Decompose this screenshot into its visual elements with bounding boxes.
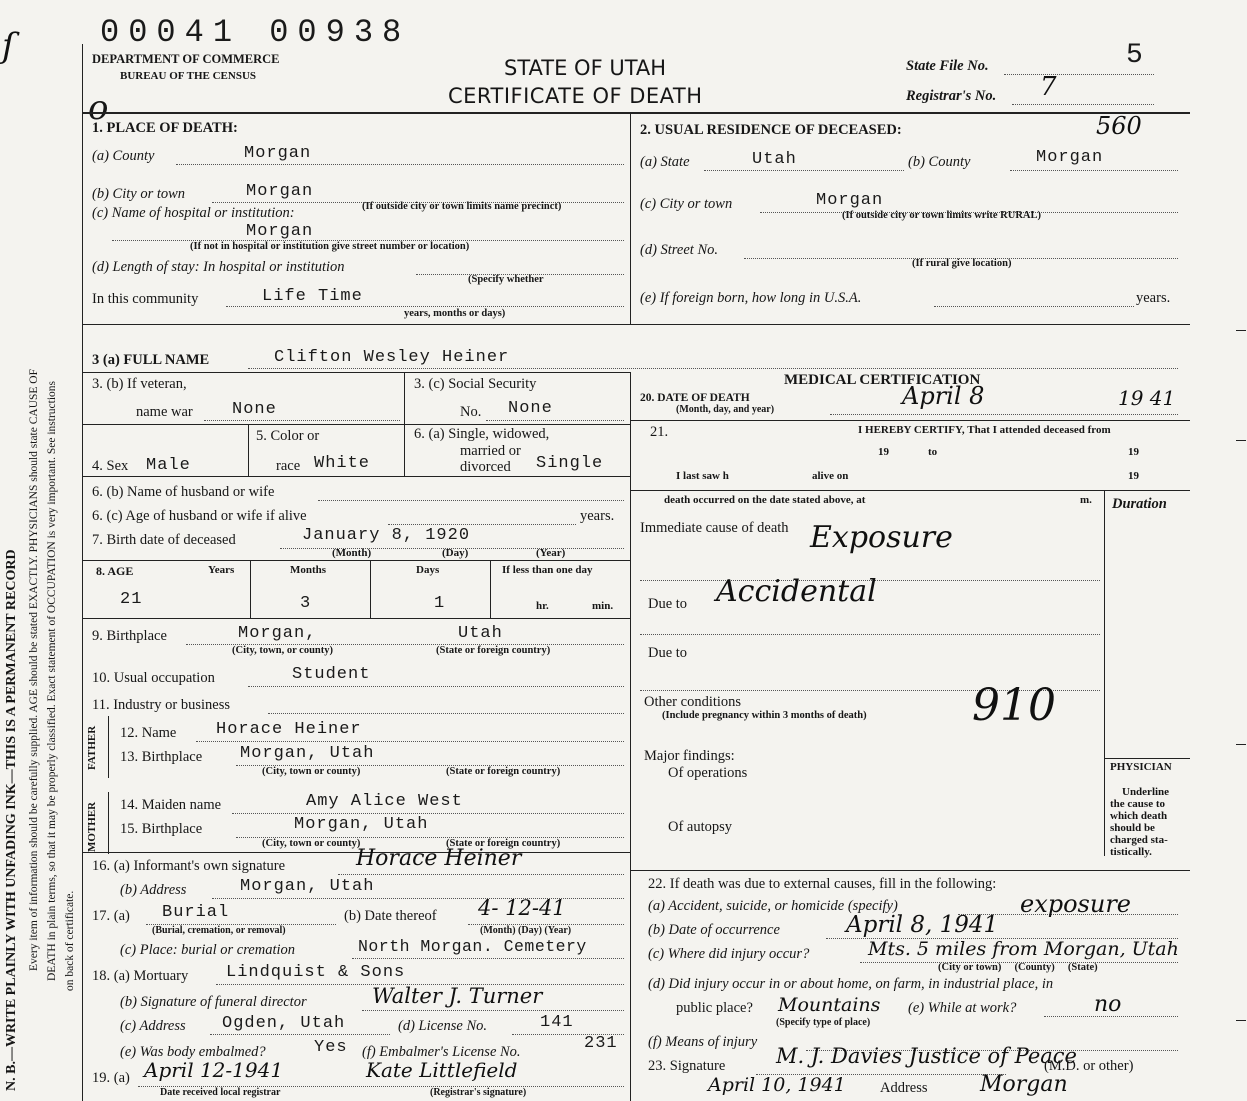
embalmer-label: (f) Embalmer's License No.	[362, 1044, 521, 1060]
registrar-date: April 12-1941	[144, 1058, 284, 1082]
burial-value: Burial	[162, 903, 230, 922]
death-hospital: Morgan	[246, 222, 314, 241]
hospital-label: (c) Name of hospital or institution:	[92, 205, 295, 221]
res-county: Morgan	[1036, 148, 1104, 167]
due-to-label: Due to	[648, 596, 688, 612]
director-signature: Walter J. Turner	[372, 984, 543, 1008]
external-label: 22. If death was due to external causes, fill in the following:	[648, 876, 997, 892]
license-no: 141	[540, 1013, 574, 1032]
war-label: name war	[136, 404, 193, 420]
informant-sig-label: 16. (a) Informant's own signature	[92, 858, 286, 874]
mother-name-label: 14. Maiden name	[120, 797, 222, 813]
community-label: In this community	[92, 291, 199, 307]
certifier-address: Morgan	[980, 1072, 1068, 1097]
age-years: 21	[120, 590, 143, 609]
means-label: (f) Means of injury	[648, 1034, 758, 1050]
residence-code: 560	[1096, 112, 1142, 140]
less-than-day-label: If less than one day	[502, 564, 593, 576]
registrar-item-label: 19. (a)	[92, 1070, 130, 1086]
marital-label-3: divorced	[460, 459, 511, 475]
medical-heading: MEDICAL CERTIFICATION	[784, 372, 981, 388]
physician-label: PHYSICIAN	[1110, 761, 1172, 773]
specify-place-note: (Specify type of place)	[776, 1017, 871, 1028]
war-value: None	[232, 400, 277, 419]
director-label: (b) Signature of funeral director	[120, 994, 307, 1010]
underline-note-3: which death	[1110, 810, 1168, 822]
autopsy-label: Of autopsy	[668, 819, 733, 835]
where-label: (c) Where did injury occur?	[648, 946, 810, 962]
years-note: years, months or days)	[404, 308, 506, 319]
stay-label: (d) Length of stay: In hospital or institution	[92, 259, 345, 275]
mortuary-label: 18. (a) Mortuary	[92, 968, 189, 984]
county-label: (a) County	[92, 148, 155, 164]
title-state: STATE OF UTAH	[504, 56, 667, 80]
cause-code: 910	[972, 680, 1056, 731]
father-bp-label: 13. Birthplace	[120, 749, 203, 765]
mother-state-note: (State or foreign country)	[446, 838, 561, 849]
father-state-note: (State or foreign country)	[446, 766, 561, 777]
day-note: (Day)	[442, 547, 469, 559]
informant-address: Morgan, Utah	[240, 877, 375, 896]
occupation: Student	[292, 665, 371, 684]
underline-note-2: the cause to	[1110, 798, 1165, 810]
year-note: (Year)	[536, 547, 566, 559]
embalmed-label: (e) Was body embalmed?	[120, 1044, 266, 1060]
color-label: 5. Color or	[256, 428, 320, 444]
state-file-label: State File No.	[906, 58, 989, 74]
res-street-label: (d) Street No.	[640, 242, 718, 258]
full-name: Clifton Wesley Heiner	[274, 348, 510, 367]
res-street-note: (If rural give location)	[912, 258, 1012, 269]
license-label: (d) License No.	[398, 1018, 487, 1034]
mother-name: Amy Alice West	[306, 792, 463, 811]
mother-bp-label: 15. Birthplace	[120, 821, 203, 837]
department: DEPARTMENT OF COMMERCE	[92, 52, 280, 66]
year-19-c: 19	[1128, 470, 1139, 482]
burial-date-label: (b) Date thereof	[344, 908, 437, 924]
certifier-signature: M. J. Davies Justice of Peace	[776, 1044, 1077, 1068]
corner-mark: ſ	[2, 26, 15, 66]
side-line-1: N. B.—WRITE PLAINLY WITH UNFADING INK—THIS IS A PERMANENT RECORD	[4, 549, 19, 1091]
alive-on-label: alive on	[812, 470, 849, 482]
industry-label: 11. Industry or business	[92, 697, 231, 713]
due-to-2-label: Due to	[648, 645, 688, 661]
operations-label: Of operations	[668, 765, 748, 781]
birth-label: 7. Birth date of deceased	[92, 532, 236, 548]
res-city: Morgan	[816, 191, 884, 210]
hospital-note: (If outside city or town limits name precinct)	[362, 201, 562, 212]
race-label: race	[276, 458, 301, 474]
ss-label: 3. (c) Social Security	[414, 376, 537, 392]
burial-note: (Burial, cremation, or removal)	[152, 925, 286, 936]
underline-note-5: charged sta-	[1110, 834, 1168, 846]
sex-label: 4. Sex	[92, 458, 129, 474]
mortuary-address-label: (c) Address	[120, 1018, 186, 1034]
father-side-label: FATHER	[86, 725, 98, 770]
father-city-note: (City, town or county)	[262, 766, 361, 777]
age-days-label: Days	[416, 564, 440, 576]
place-label: (c) Place: burial or cremation	[120, 942, 296, 958]
age-months-label: Months	[290, 564, 327, 576]
occurred-label: death occurred on the date stated above, at	[664, 494, 866, 506]
informant-address-label: (b) Address	[120, 882, 187, 898]
embalmed-value: Yes	[314, 1038, 348, 1057]
sex-value: Male	[146, 456, 191, 475]
year-19-b: 19	[1128, 446, 1139, 458]
mother-side-label: MOTHER	[86, 801, 98, 852]
res-county-label: (b) County	[908, 154, 971, 170]
age-years-label: Years	[208, 564, 235, 576]
occurrence-date: April 8, 1941	[846, 912, 999, 938]
death-city: Morgan	[246, 182, 314, 201]
age-label: 8. AGE	[96, 564, 134, 578]
father-birthplace: Morgan, Utah	[240, 744, 375, 763]
hospital-note-2: (If not in hospital or institution give street number or location)	[190, 241, 470, 252]
due-to: Accidental	[716, 574, 877, 609]
title-certificate: CERTIFICATE OF DEATH	[448, 84, 703, 108]
side-instructions	[0, 0, 90, 1101]
death-date-label: 20. DATE OF DEATH	[640, 392, 750, 404]
foreign-label: (e) If foreign born, how long in U.S.A.	[640, 290, 862, 306]
birthplace-city-note: (City, town, or county)	[232, 645, 334, 656]
father-name: Horace Heiner	[216, 720, 362, 739]
underline-note-6: tistically.	[1110, 846, 1152, 858]
embalmer-no: 231	[584, 1034, 618, 1053]
city-label: (b) City or town	[92, 186, 186, 202]
public-label: public place?	[676, 1000, 753, 1016]
specify-note: (Specify whether	[468, 274, 544, 285]
while-at-work: no	[1094, 992, 1122, 1017]
death-year: 19 41	[1118, 386, 1176, 410]
veteran-label: 3. (b) If veteran,	[92, 376, 187, 392]
ss-no: None	[508, 399, 553, 418]
underline-note-1: Underline	[1122, 786, 1170, 798]
month-note: (Month)	[332, 547, 372, 559]
race-value: White	[314, 454, 371, 473]
burial-place: North Morgan. Cemetery	[358, 937, 587, 956]
work-label: (e) While at work?	[908, 1000, 1017, 1016]
home-label: (d) Did injury occur in or about home, on farm, in industrial place, in	[648, 976, 1054, 992]
death-date-note: (Month, day, and year)	[676, 404, 775, 415]
year-19-a: 19	[878, 446, 889, 458]
occurrence-label: (b) Date of occurrence	[648, 922, 780, 938]
ss-no-label: No.	[460, 404, 482, 420]
residence-heading: 2. USUAL RESIDENCE OF DECEASED:	[640, 122, 902, 138]
marital-label-1: 6. (a) Single, widowed,	[414, 426, 550, 442]
birthplace-city: Morgan,	[238, 624, 317, 643]
registrar-no: 7	[1040, 72, 1057, 102]
mortuary: Lindquist & Sons	[226, 963, 406, 982]
spouse-label: 6. (b) Name of husband or wife	[92, 484, 275, 500]
res-state: Utah	[752, 150, 797, 169]
where-note: (City or town) (County) (State)	[938, 962, 1098, 973]
birthplace-state-note: (State or foreign country)	[436, 645, 551, 656]
burial-date-note: (Month) (Day) (Year)	[480, 925, 572, 936]
place-of-death-heading: 1. PLACE OF DEATH:	[92, 120, 238, 136]
other-conditions-note: (Include pregnancy within 3 months of death)	[662, 710, 867, 721]
underline-note-4: should be	[1110, 822, 1155, 834]
accident-type: exposure	[1020, 890, 1131, 918]
item-21: 21.	[650, 424, 669, 440]
birthplace-label: 9. Birthplace	[92, 628, 167, 644]
side-line-2: Every item of information should be carefully supplied. AGE should be stated EXACTLY. PHYSICIANS should state CAUSE OF	[28, 368, 40, 971]
birthplace-state: Utah	[458, 624, 503, 643]
immediate-cause-label: Immediate cause of death	[640, 520, 789, 536]
registrar-date-note: Date received local registrar	[160, 1087, 281, 1098]
marital-value: Single	[536, 454, 604, 473]
public-place: Mountains	[778, 994, 881, 1016]
spouse-age-label: 6. (c) Age of husband or wife if alive	[92, 508, 307, 524]
signature-date: April 10, 1941	[708, 1074, 846, 1096]
res-city-label: (c) City or town	[640, 196, 733, 212]
signature-label: 23. Signature	[648, 1058, 726, 1074]
age-months: 3	[300, 594, 312, 613]
m-label: m.	[1080, 494, 1092, 506]
death-date: April 8	[902, 382, 985, 410]
where-value: Mts. 5 miles from Morgan, Utah	[868, 938, 1179, 960]
birth-date: January 8, 1920	[302, 526, 471, 545]
last-saw-label: I last saw h	[676, 470, 729, 482]
check-mark: o	[88, 88, 109, 128]
res-city-note: (If outside city or town limits write RURAL)	[842, 210, 1041, 221]
burial-date: 4- 12-41	[478, 896, 566, 920]
major-findings-label: Major findings:	[644, 748, 735, 764]
informant-signature: Horace Heiner	[356, 846, 522, 871]
side-line-3: DEATH in plain terms, so that it may be properly classified. Exact statement of OCCUPATION is very important. See instructions	[46, 380, 58, 981]
res-state-label: (a) State	[640, 154, 690, 170]
to-label: to	[928, 446, 938, 458]
min-label: min.	[592, 600, 614, 612]
duration-label: Duration	[1112, 496, 1167, 512]
mother-city-note: (City, town or county)	[262, 838, 361, 849]
certify-text: I HEREBY CERTIFY, That I attended deceased from	[858, 424, 1111, 436]
serial-number: 00041 00938	[100, 14, 411, 51]
other-conditions-label: Other conditions	[644, 694, 742, 710]
bureau: BUREAU OF THE CENSUS	[120, 70, 257, 82]
marital-label-2: married or	[460, 443, 521, 459]
burial-label: 17. (a)	[92, 908, 130, 924]
state-file-no: 5	[1126, 40, 1144, 71]
age-days: 1	[434, 594, 446, 613]
certifier-address-label: Address	[880, 1080, 928, 1096]
immediate-cause: Exposure	[810, 520, 953, 555]
father-name-label: 12. Name	[120, 725, 177, 741]
registrar-signature: Kate Littlefield	[366, 1058, 518, 1082]
spouse-age-years: years.	[580, 508, 615, 524]
md-note: (M.D. or other)	[1044, 1058, 1134, 1074]
side-line-4: on back of certificate.	[64, 890, 76, 991]
full-name-label: 3 (a) FULL NAME	[92, 352, 210, 368]
foreign-years: years.	[1136, 290, 1171, 306]
hr-label: hr.	[536, 600, 549, 612]
registrar-no-label: Registrar's No.	[906, 88, 997, 104]
mother-birthplace: Morgan, Utah	[294, 815, 429, 834]
death-county: Morgan	[244, 144, 312, 163]
community-length: Life Time	[262, 287, 363, 306]
accident-label: (a) Accident, suicide, or homicide (specify)	[648, 898, 898, 914]
registrar-sig-note: (Registrar's signature)	[430, 1087, 527, 1098]
occupation-label: 10. Usual occupation	[92, 670, 215, 686]
mortuary-address: Ogden, Utah	[222, 1014, 346, 1033]
